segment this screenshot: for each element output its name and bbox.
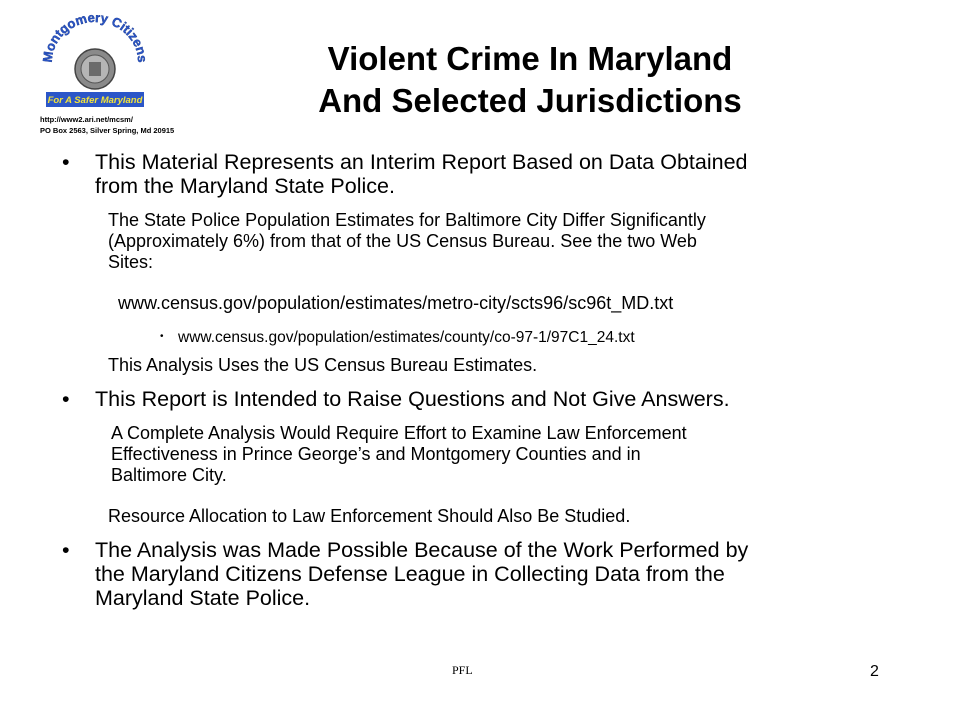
sub-1-line-2: (Approximately 6%) from that of the US Census Bureau. See the two Web	[108, 231, 697, 251]
sub-point-4: Resource Allocation to Law Enforcement Should Also Be Studied.	[108, 506, 631, 526]
bullet-2	[62, 387, 895, 411]
logo-address: PO Box 2563, Silver Spring, Md 20915	[40, 126, 175, 135]
bullet-1-line-2: from the Maryland State Police.	[95, 174, 395, 198]
sub-point-1	[108, 210, 908, 273]
census-url-1[interactable]: www.census.gov/population/estimates/metro-city/scts96/sc96t_MD.txt	[118, 293, 674, 313]
logo-arc-text: Montgomery Citizens	[40, 14, 150, 64]
title-line-1: Violent Crime In Maryland	[327, 40, 733, 77]
census-url-2[interactable]: www.census.gov/population/estimates/county/co-97-1/97C1_24.txt	[178, 329, 635, 346]
logo-url: http://www2.ari.net/mcsm/	[40, 115, 133, 124]
bullet-3-line-1: The Analysis was Made Possible Because of the Work Performed by	[95, 538, 749, 562]
page-number: 2	[870, 663, 879, 680]
sub-3-line-1: A Complete Analysis Would Require Effort to Examine Law Enforcement	[111, 423, 687, 443]
bullet-icon: •	[160, 331, 164, 342]
bullet-3-line-2: the Maryland Citizens Defense League in Collecting Data from the	[95, 562, 725, 586]
montgomery-citizens-logo	[40, 14, 150, 110]
census-url-2-item	[160, 328, 878, 347]
logo-banner-text: For A Safer Maryland	[47, 95, 143, 106]
bullet-1-line-1: This Material Represents an Interim Report Based on Data Obtained	[95, 150, 748, 174]
bullet-3	[62, 538, 895, 610]
bullet-icon: •	[62, 538, 70, 562]
sub-point-2: This Analysis Uses the US Census Bureau Estimates.	[108, 355, 538, 375]
sub-1-line-1: The State Police Population Estimates for Baltimore City Differ Significantly	[108, 210, 706, 230]
bullet-2-text: This Report is Intended to Raise Questions and Not Give Answers.	[95, 387, 730, 411]
title-line-2: And Selected Jurisdictions	[318, 82, 742, 119]
bullet-3-line-3: Maryland State Police.	[95, 586, 311, 610]
sub-point-3	[111, 423, 911, 486]
bullet-icon: •	[62, 150, 70, 174]
slide-title	[240, 38, 820, 122]
sub-3-line-2: Effectiveness in Prince George’s and Montgomery Counties and in	[111, 444, 641, 464]
sub-3-line-3: Baltimore City.	[111, 465, 227, 485]
footer-text: PFL	[452, 663, 473, 677]
bullet-1	[62, 150, 895, 198]
sub-1-line-3: Sites:	[108, 252, 154, 272]
bullet-icon: •	[62, 387, 70, 411]
